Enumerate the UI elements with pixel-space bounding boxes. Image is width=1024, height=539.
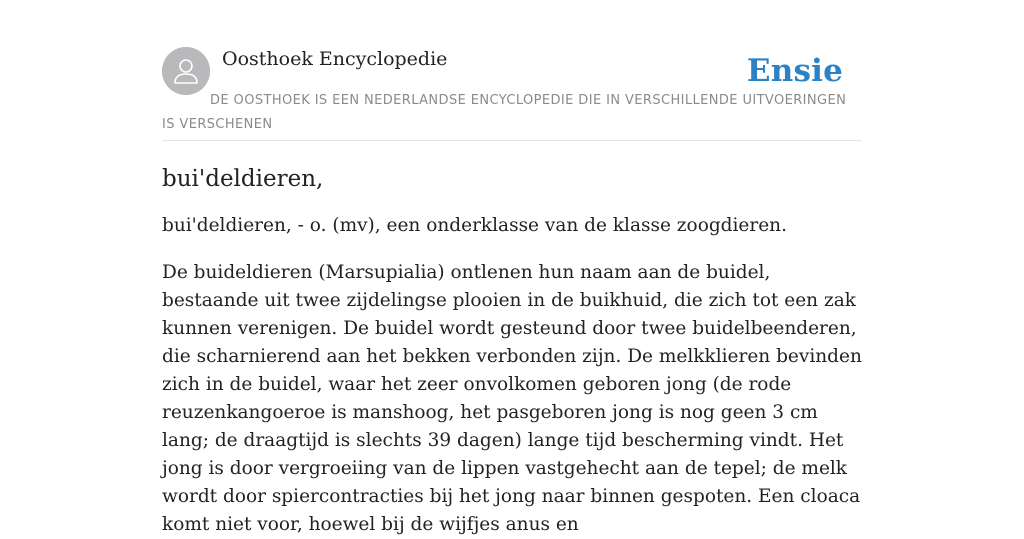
ensie-logo[interactable]: Ensie (746, 53, 843, 89)
entry-body: De buideldieren (Marsupialia) ontlenen hun naam aan de buidel, bestaande uit twee zijdelingse plooien in de buikhuid, die zich tot een zak kunnen verenigen. De buidel wordt gesteund door twee buidelbeenderen, die scharnierend aan het bekken verbonden zijn. De melkklieren bevinden zich in de buidel, waar het zeer onvolkomen geboren jong (de rode reuzenkangoeroe is manshoog, het pasgeboren jong is nog geen 3 cm lang; de draagtijd is slechts 39 dagen) lange tijd bescherming vindt. Het jong is door vergroeiing van de lippen vastgehecht aan de tepel; de melk wordt door spiercontracties bij het jong naar binnen gespoten. Een cloaca komt niet voor, hoewel bij de wijfjes anus en (162, 262, 862, 535)
source-header (162, 47, 862, 141)
entry-definition: bui'deldieren, - o. (mv), een onderklasse van de klasse zoogdieren. (162, 215, 787, 236)
source-title-link[interactable]: Oosthoek Encyclopedie (222, 48, 448, 70)
source-tagline: DE OOSTHOEK IS EEN NEDERLANDSE ENCYCLOPEDIE DIE IN VERSCHILLENDE UITVOERINGEN IS VERSCHENEN (162, 93, 847, 132)
article (162, 160, 862, 539)
user-icon[interactable] (162, 47, 210, 95)
entry-title: bui'deldieren, (162, 166, 324, 192)
